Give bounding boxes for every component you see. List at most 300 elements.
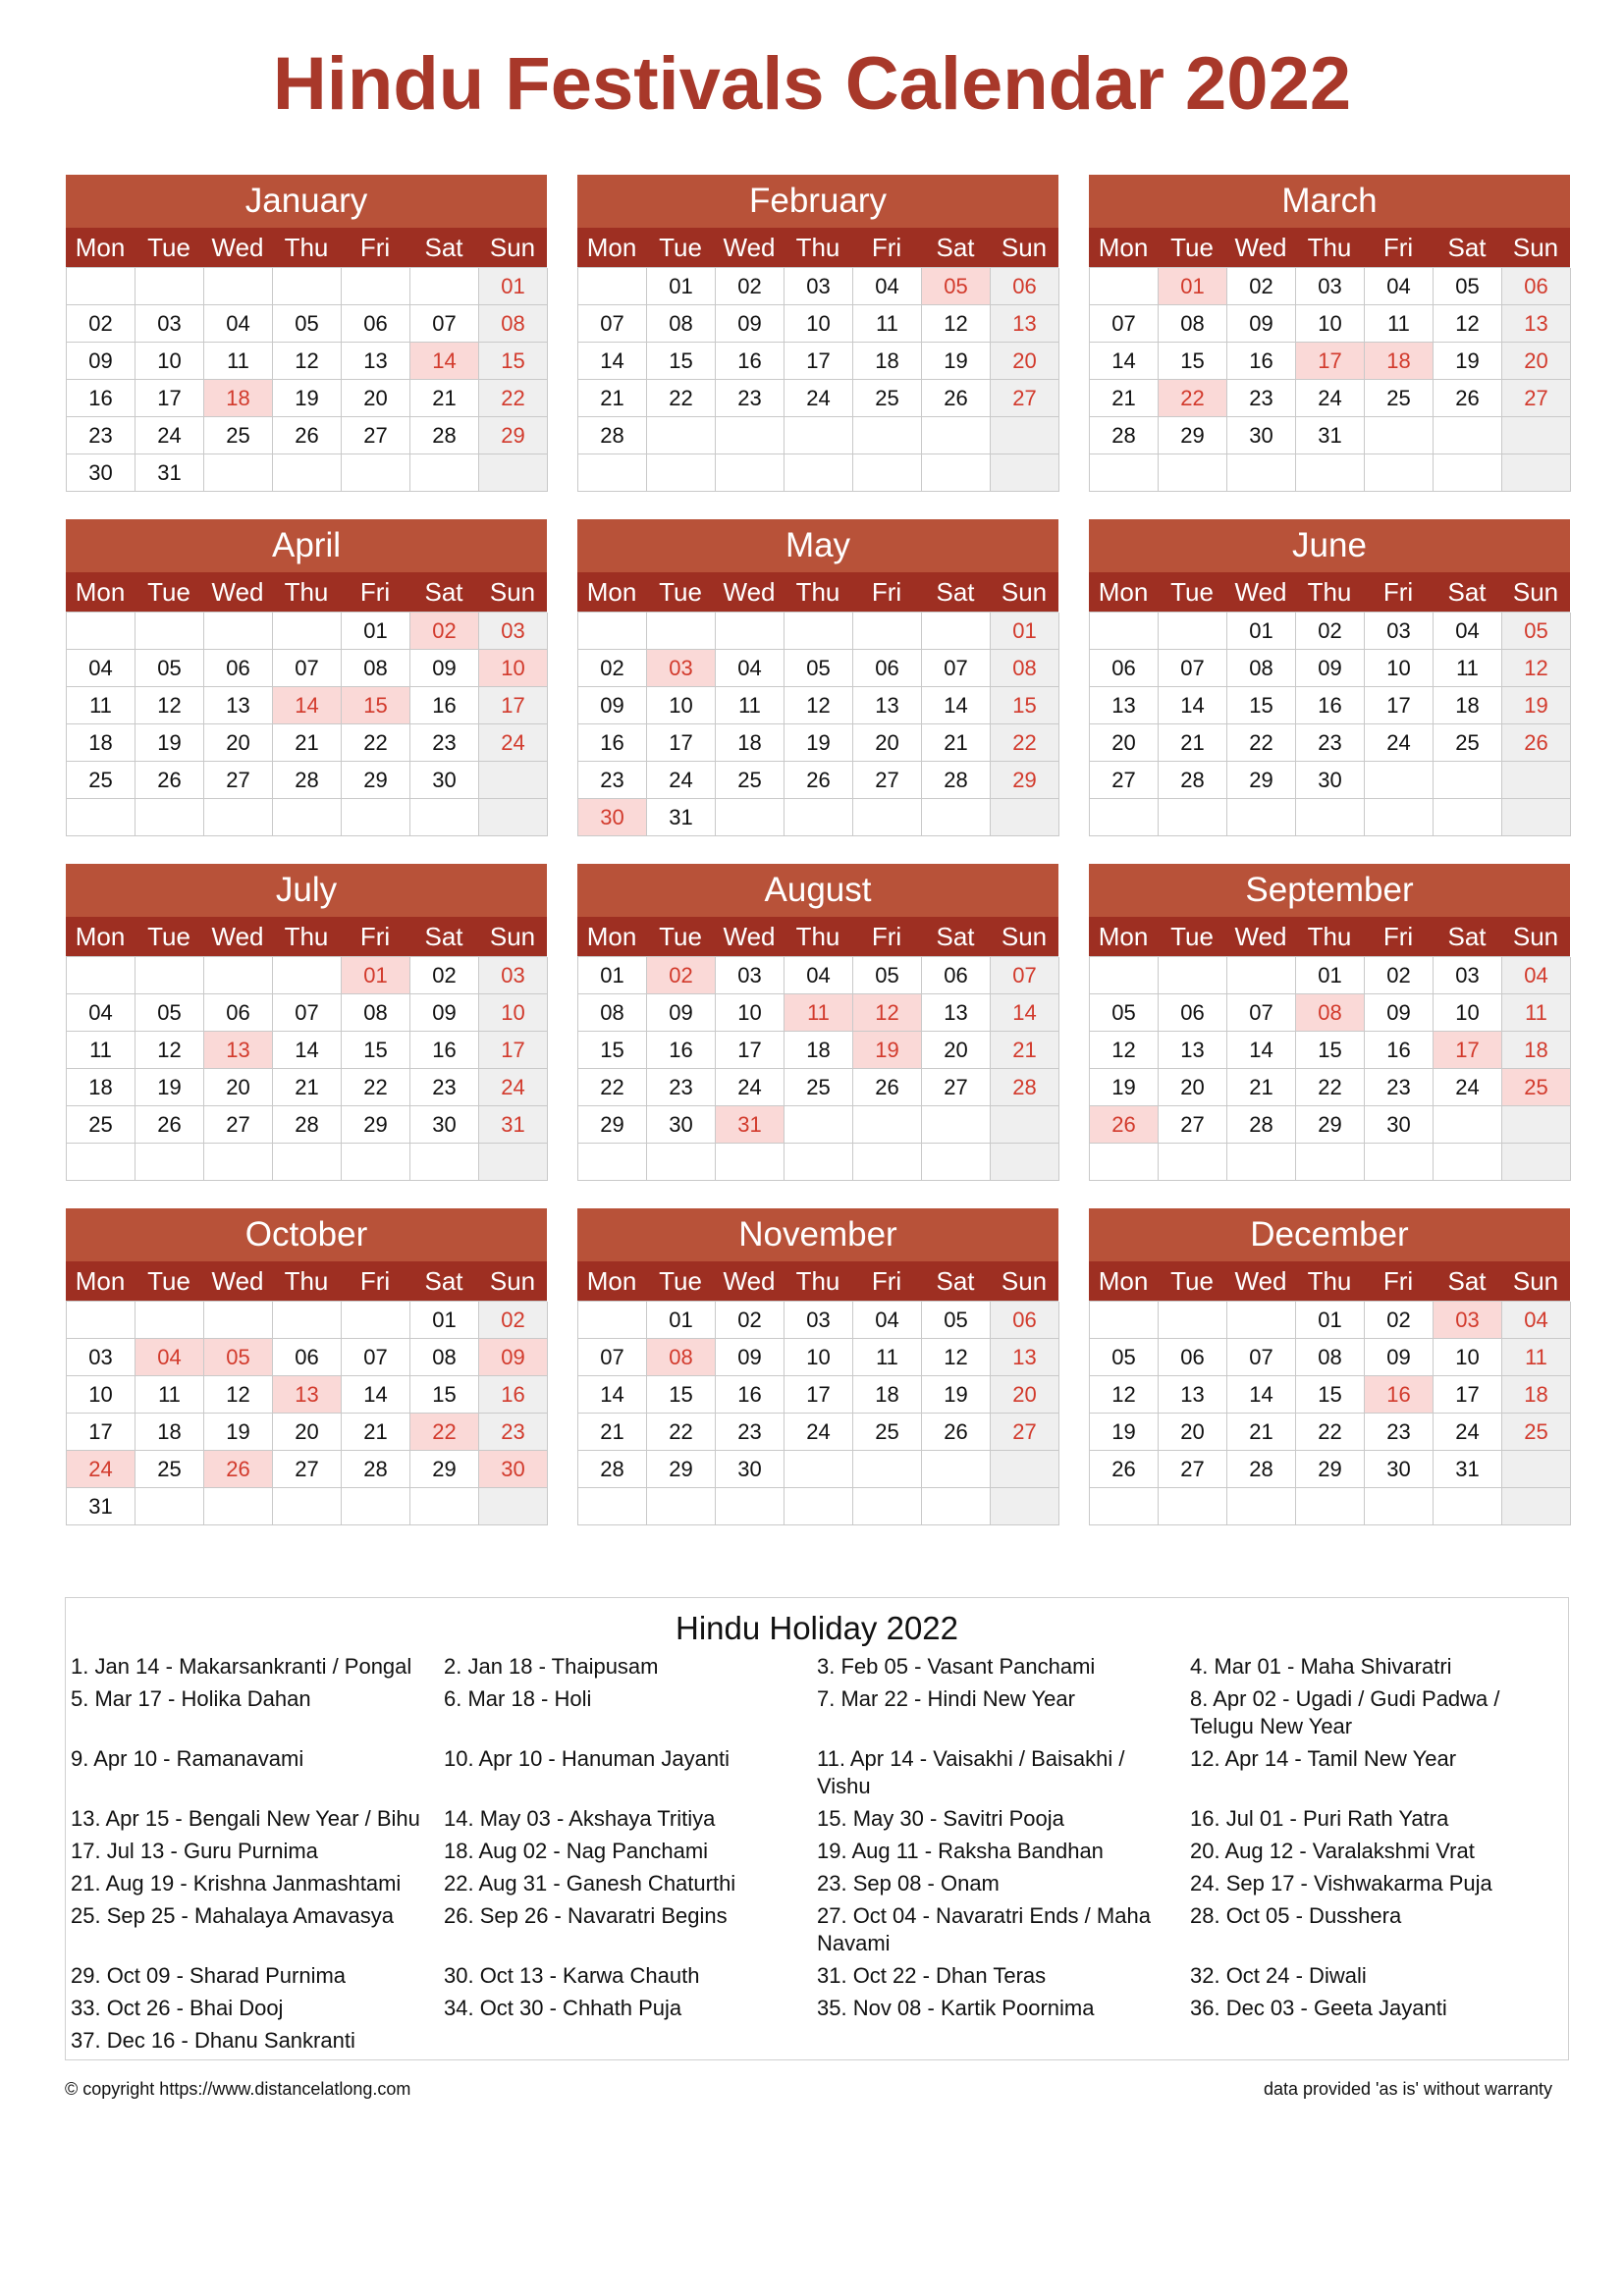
empty-day-cell [479,1488,548,1525]
day-cell: 24 [479,724,548,762]
day-cell: 06 [1159,1339,1227,1376]
weekday-label: Thu [284,577,329,607]
empty-day-cell [1365,1488,1434,1525]
day-cell: 30 [410,1106,479,1144]
holiday-day-cell: 22 [1159,380,1227,417]
empty-day-cell [922,1106,991,1144]
holiday-day-cell: 18 [204,380,273,417]
holiday-item: 5. Mar 17 - Holika Dahan [71,1686,311,1711]
empty-day-cell [578,1302,647,1339]
day-cell: 31 [479,1106,548,1144]
day-cell: 13 [1159,1376,1227,1414]
empty-day-cell [1159,1488,1227,1525]
empty-day-cell [716,613,785,650]
day-cell: 11 [1434,650,1502,687]
month-august [577,864,1058,1181]
day-cell: 09 [1365,994,1434,1032]
holiday-day-cell: 15 [342,687,410,724]
empty-day-cell [1296,799,1365,836]
day-cell: 27 [991,1414,1059,1451]
day-cell: 24 [785,380,853,417]
day-cell: 15 [1227,687,1296,724]
holiday-day-cell: 10 [479,650,548,687]
day-cell: 06 [922,957,991,994]
weekday-label: Fri [871,577,902,607]
empty-day-cell [1227,1302,1296,1339]
day-cell: 18 [135,1414,204,1451]
holiday-item: 21. Aug 19 - Krishna Janmashtami [71,1871,402,1896]
copyright-text: © copyright https://www.distancelatlong.com [65,2079,411,2099]
empty-day-cell [716,454,785,492]
day-cell: 06 [1502,268,1571,305]
weekday-label: Mon [586,922,637,951]
empty-day-cell [1090,613,1159,650]
day-cell: 03 [67,1339,135,1376]
day-cell: 26 [853,1069,922,1106]
empty-day-cell [204,454,273,492]
day-cell: 06 [204,650,273,687]
weekday-label: Tue [659,922,702,951]
day-cell: 16 [716,1376,785,1414]
weekday-label: Sun [489,577,536,607]
month-title: February [577,175,1058,228]
holiday-item: 12. Apr 14 - Tamil New Year [1190,1746,1457,1771]
empty-day-cell [853,1106,922,1144]
weekday-label: Sun [1001,577,1048,607]
day-cell: 06 [991,268,1059,305]
day-cell: 12 [1090,1032,1159,1069]
empty-day-cell [135,1488,204,1525]
weekday-label: Sun [489,1266,536,1296]
day-grid [1089,956,1570,1181]
day-cell: 23 [578,762,647,799]
day-grid [1089,1301,1570,1525]
day-cell: 18 [67,1069,135,1106]
day-cell: 04 [716,650,785,687]
holiday-item: 25. Sep 25 - Mahalaya Amavasya [71,1903,394,1928]
month-october [66,1208,547,1525]
day-cell: 20 [853,724,922,762]
day-cell: 15 [647,343,716,380]
weekday-label: Thu [284,922,329,951]
weekday-label: Thu [284,1266,329,1296]
day-grid [66,956,547,1181]
weekday-label: Sat [1447,577,1487,607]
day-cell: 12 [785,687,853,724]
day-cell: 30 [1365,1451,1434,1488]
empty-day-cell [922,1488,991,1525]
day-cell: 13 [853,687,922,724]
day-cell: 14 [991,994,1059,1032]
empty-day-cell [991,454,1059,492]
weekday-header-row [1089,228,1570,267]
day-cell: 10 [785,305,853,343]
day-cell: 11 [716,687,785,724]
empty-day-cell [1434,762,1502,799]
day-cell: 22 [647,1414,716,1451]
day-cell: 05 [853,957,922,994]
empty-day-cell [410,454,479,492]
holiday-list-title: Hindu Holiday 2022 [675,1610,959,1646]
day-cell: 29 [1159,417,1227,454]
day-cell: 23 [716,1414,785,1451]
weekday-label: Thu [795,577,840,607]
day-cell: 23 [1227,380,1296,417]
page-title: Hindu Festivals Calendar 2022 [272,42,1352,126]
day-cell: 18 [1502,1032,1571,1069]
holiday-day-cell: 09 [479,1339,548,1376]
day-cell: 23 [1365,1069,1434,1106]
day-cell: 07 [922,650,991,687]
empty-day-cell [785,1106,853,1144]
day-cell: 03 [1434,957,1502,994]
day-cell: 19 [785,724,853,762]
day-cell: 27 [1502,380,1571,417]
day-cell: 23 [647,1069,716,1106]
holiday-item: 28. Oct 05 - Dusshera [1190,1903,1402,1928]
day-grid [577,1301,1058,1525]
holiday-day-cell: 03 [1434,1302,1502,1339]
empty-day-cell [785,799,853,836]
month-title: September [1089,864,1570,917]
weekday-header-row [577,228,1058,267]
day-cell: 10 [785,1339,853,1376]
holiday-day-cell: 19 [853,1032,922,1069]
day-cell: 27 [922,1069,991,1106]
empty-day-cell [785,1144,853,1181]
day-cell: 10 [1296,305,1365,343]
day-cell: 04 [1365,268,1434,305]
holiday-item: 9. Apr 10 - Ramanavami [71,1746,304,1771]
day-cell: 05 [1502,613,1571,650]
empty-day-cell [1502,762,1571,799]
day-cell: 21 [273,1069,342,1106]
day-cell: 02 [1296,613,1365,650]
holiday-day-cell: 02 [647,957,716,994]
day-grid [66,612,547,836]
empty-day-cell [716,1144,785,1181]
empty-day-cell [1502,417,1571,454]
holiday-item: 6. Mar 18 - Holi [444,1686,592,1711]
empty-day-cell [853,1488,922,1525]
empty-day-cell [135,1302,204,1339]
day-cell: 04 [853,268,922,305]
day-cell: 13 [991,305,1059,343]
empty-day-cell [1434,1144,1502,1181]
day-cell: 02 [479,1302,548,1339]
empty-day-cell [1434,417,1502,454]
weekday-label: Sun [1512,1266,1559,1296]
day-cell: 11 [67,687,135,724]
empty-day-cell [1365,454,1434,492]
day-cell: 25 [1502,1414,1571,1451]
weekday-label: Mon [586,577,637,607]
day-cell: 05 [1434,268,1502,305]
weekday-label: Thu [1307,922,1352,951]
day-grid [577,612,1058,836]
day-cell: 08 [479,305,548,343]
holiday-day-cell: 01 [342,957,410,994]
weekday-header-row [1089,917,1570,956]
day-cell: 28 [578,1451,647,1488]
holiday-item: 8. Apr 02 - Ugadi / Gudi Padwa / Telugu New Year [1190,1686,1500,1738]
day-cell: 04 [1434,613,1502,650]
day-cell: 29 [647,1451,716,1488]
holiday-item: 37. Dec 16 - Dhanu Sankranti [71,2028,355,2053]
day-cell: 30 [410,762,479,799]
empty-day-cell [647,417,716,454]
empty-day-cell [1365,762,1434,799]
day-cell: 05 [785,650,853,687]
day-cell: 10 [1434,1339,1502,1376]
weekday-label: Sun [1512,233,1559,262]
empty-day-cell [1159,1302,1227,1339]
day-grid [577,956,1058,1181]
day-cell: 17 [135,380,204,417]
month-march [1089,175,1570,492]
empty-day-cell [1365,417,1434,454]
day-cell: 21 [991,1032,1059,1069]
empty-day-cell [204,1302,273,1339]
day-cell: 06 [1090,650,1159,687]
empty-day-cell [922,1144,991,1181]
empty-day-cell [1090,1302,1159,1339]
weekday-label: Thu [795,922,840,951]
empty-day-cell [1090,454,1159,492]
day-cell: 21 [922,724,991,762]
day-cell: 02 [1227,268,1296,305]
month-june [1089,519,1570,836]
weekday-label: Mon [1098,922,1149,951]
empty-day-cell [204,268,273,305]
day-cell: 07 [273,994,342,1032]
weekday-label: Sun [1001,233,1048,262]
day-cell: 26 [273,417,342,454]
day-cell: 12 [922,305,991,343]
day-cell: 15 [410,1376,479,1414]
day-cell: 25 [853,380,922,417]
empty-day-cell [273,1488,342,1525]
day-cell: 09 [578,687,647,724]
day-cell: 19 [135,724,204,762]
weekday-label: Mon [1098,577,1149,607]
day-cell: 24 [716,1069,785,1106]
empty-day-cell [1365,799,1434,836]
months-grid [66,175,1570,1525]
holiday-item: 24. Sep 17 - Vishwakarma Puja [1190,1871,1492,1896]
month-title: January [66,175,547,228]
day-cell: 12 [273,343,342,380]
day-cell: 09 [1227,305,1296,343]
day-cell: 08 [1227,650,1296,687]
day-grid [66,1301,547,1525]
day-cell: 05 [1090,1339,1159,1376]
day-cell: 25 [67,1106,135,1144]
day-cell: 28 [922,762,991,799]
empty-day-cell [342,1488,410,1525]
day-cell: 29 [410,1451,479,1488]
holiday-item: 7. Mar 22 - Hindi New Year [817,1686,1075,1711]
day-cell: 13 [342,343,410,380]
day-cell: 01 [647,268,716,305]
day-cell: 11 [853,305,922,343]
empty-day-cell [479,1144,548,1181]
weekday-label: Mon [586,233,637,262]
empty-day-cell [578,268,647,305]
day-cell: 21 [410,380,479,417]
day-cell: 27 [204,762,273,799]
day-cell: 31 [67,1488,135,1525]
weekday-label: Sun [1001,922,1048,951]
holiday-item: 3. Feb 05 - Vasant Panchami [817,1654,1096,1679]
day-cell: 06 [853,650,922,687]
empty-day-cell [853,1451,922,1488]
day-cell: 17 [67,1414,135,1451]
empty-day-cell [991,799,1059,836]
holiday-item: 18. Aug 02 - Nag Panchami [444,1839,709,1863]
weekday-label: Tue [1170,922,1214,951]
weekday-label: Wed [211,577,264,607]
day-cell: 17 [479,1032,548,1069]
day-cell: 11 [853,1339,922,1376]
day-cell: 29 [578,1106,647,1144]
holiday-item: 26. Sep 26 - Navaratri Begins [444,1903,728,1928]
day-cell: 27 [1159,1451,1227,1488]
day-cell: 24 [135,417,204,454]
empty-day-cell [479,454,548,492]
day-cell: 12 [135,687,204,724]
day-grid [1089,267,1570,492]
day-cell: 06 [1159,994,1227,1032]
holiday-item: 31. Oct 22 - Dhan Teras [817,1963,1047,1988]
day-cell: 04 [1502,1302,1571,1339]
day-cell: 05 [922,1302,991,1339]
empty-day-cell [342,799,410,836]
day-cell: 04 [67,994,135,1032]
holiday-item: 15. May 30 - Savitri Pooja [817,1806,1064,1831]
holiday-item: 11. Apr 14 - Vaisakhi / Baisakhi / Vishu [817,1746,1125,1798]
empty-day-cell [785,1488,853,1525]
weekday-header-row [1089,572,1570,612]
empty-day-cell [135,1144,204,1181]
day-cell: 27 [204,1106,273,1144]
weekday-label: Thu [795,233,840,262]
day-cell: 27 [991,380,1059,417]
day-cell: 24 [479,1069,548,1106]
day-cell: 11 [135,1376,204,1414]
day-cell: 19 [1090,1414,1159,1451]
day-cell: 24 [647,762,716,799]
month-april [66,519,547,836]
day-cell: 15 [991,687,1059,724]
weekday-label: Mon [1098,1266,1149,1296]
weekday-label: Tue [147,577,190,607]
day-cell: 01 [1296,1302,1365,1339]
empty-day-cell [1227,957,1296,994]
holiday-item: 35. Nov 08 - Kartik Poornima [817,1996,1095,2020]
weekday-label: Fri [359,233,391,262]
month-title: December [1089,1208,1570,1261]
day-cell: 09 [716,305,785,343]
day-cell: 02 [578,650,647,687]
empty-day-cell [342,268,410,305]
day-cell: 07 [273,650,342,687]
holiday-item: 17. Jul 13 - Guru Purnima [71,1839,318,1863]
empty-day-cell [1159,1144,1227,1181]
empty-day-cell [1502,799,1571,836]
holiday-item: 14. May 03 - Akshaya Tritiya [444,1806,716,1831]
day-cell: 05 [273,305,342,343]
empty-day-cell [67,268,135,305]
day-cell: 22 [1296,1069,1365,1106]
empty-day-cell [991,1106,1059,1144]
weekday-label: Sat [936,922,975,951]
day-cell: 27 [1159,1106,1227,1144]
empty-day-cell [204,799,273,836]
weekday-header-row [66,1261,547,1301]
weekday-label: Wed [1234,577,1287,607]
day-cell: 26 [922,380,991,417]
holiday-item: 27. Oct 04 - Navaratri Ends / Maha Navami [817,1903,1151,1955]
day-cell: 20 [273,1414,342,1451]
day-cell: 26 [1502,724,1571,762]
weekday-label: Fri [1382,577,1414,607]
weekday-label: Fri [871,233,902,262]
day-cell: 23 [479,1414,548,1451]
day-cell: 01 [647,1302,716,1339]
day-cell: 17 [785,1376,853,1414]
day-cell: 12 [1502,650,1571,687]
day-cell: 28 [578,417,647,454]
empty-day-cell [342,1144,410,1181]
weekday-label: Sat [424,1266,463,1296]
weekday-label: Mon [586,1266,637,1296]
day-cell: 07 [1159,650,1227,687]
day-cell: 17 [716,1032,785,1069]
empty-day-cell [479,762,548,799]
day-cell: 30 [1365,1106,1434,1144]
weekday-header-row [66,572,547,612]
day-cell: 18 [67,724,135,762]
day-cell: 21 [578,1414,647,1451]
day-cell: 25 [135,1451,204,1488]
day-cell: 27 [342,417,410,454]
weekday-label: Sun [489,233,536,262]
holiday-item: 29. Oct 09 - Sharad Purnima [71,1963,347,1988]
weekday-label: Wed [1234,233,1287,262]
day-cell: 08 [410,1339,479,1376]
empty-day-cell [1159,799,1227,836]
day-cell: 14 [1227,1032,1296,1069]
day-cell: 17 [1365,687,1434,724]
day-cell: 20 [991,1376,1059,1414]
weekday-label: Sat [1447,922,1487,951]
empty-day-cell [1227,799,1296,836]
empty-day-cell [204,1488,273,1525]
day-cell: 06 [991,1302,1059,1339]
weekday-label: Sun [489,922,536,951]
day-cell: 13 [1090,687,1159,724]
empty-day-cell [922,613,991,650]
day-cell: 13 [1159,1032,1227,1069]
day-cell: 30 [716,1451,785,1488]
empty-day-cell [1227,1488,1296,1525]
day-cell: 28 [410,417,479,454]
empty-day-cell [647,454,716,492]
holiday-item: 4. Mar 01 - Maha Shivaratri [1190,1654,1452,1679]
empty-day-cell [67,1144,135,1181]
empty-day-cell [991,1451,1059,1488]
